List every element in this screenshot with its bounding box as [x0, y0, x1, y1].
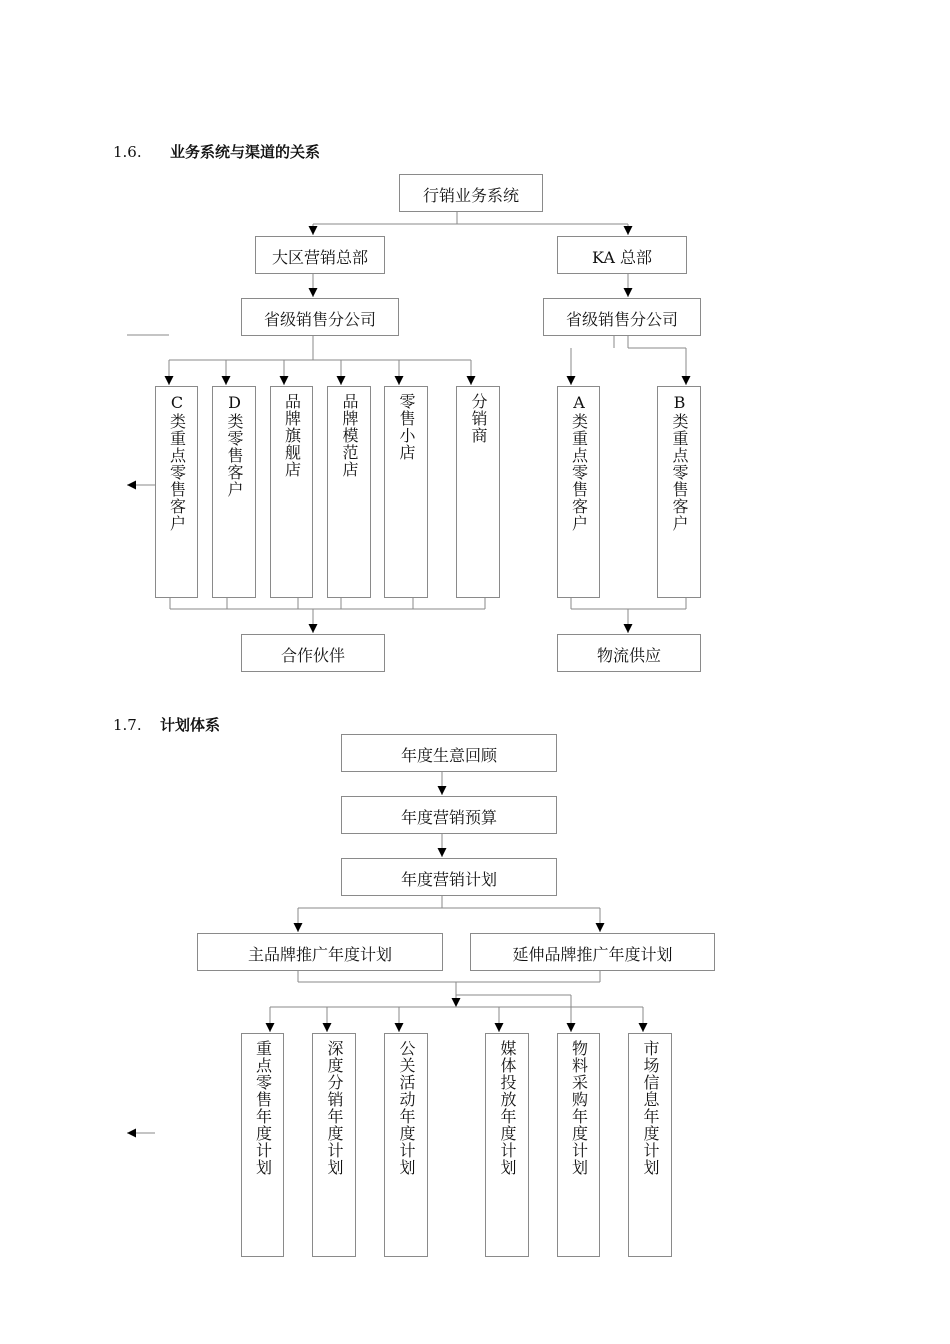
node-label: 省级销售分公司: [565, 310, 678, 329]
channel-label: 品牌模范店: [340, 393, 359, 478]
node-main-brand-plan: [197, 933, 443, 971]
plan-label: 物料采购年度计划: [569, 1040, 589, 1176]
node-label: 年度营销计划: [400, 870, 497, 889]
channel-label: C类重点零售客户: [167, 393, 187, 532]
channel-flagship-store: [270, 386, 313, 598]
node-hq-ka: [557, 236, 687, 274]
node-root: [399, 174, 543, 212]
plan-materials: [557, 1033, 600, 1257]
plan-label: 重点零售年度计划: [253, 1040, 273, 1176]
node-province-left: [241, 298, 399, 336]
node-province-right: [543, 298, 701, 336]
channel-distributor: [456, 386, 500, 598]
section-heading-plan: [113, 714, 220, 735]
channel-b-key-retail: [657, 386, 701, 598]
plan-label: 公关活动年度计划: [397, 1040, 416, 1176]
plan-pr-activities: [384, 1033, 428, 1257]
node-label: 省级销售分公司: [263, 310, 376, 329]
channel-small-store: [384, 386, 428, 598]
node-label: KA 总部: [592, 248, 652, 267]
plan-deep-distribution: [312, 1033, 356, 1257]
channel-label: 零售小店: [397, 393, 416, 461]
section-title: 业务系统与渠道的关系: [170, 143, 321, 161]
channel-label: 分销商: [469, 393, 488, 444]
plan-label: 市场信息年度计划: [641, 1040, 660, 1176]
channel-model-store: [327, 386, 371, 598]
node-label: 主品牌推广年度计划: [247, 945, 392, 964]
section-heading-channel: [113, 141, 320, 162]
plan-key-retail: [241, 1033, 284, 1257]
node-label: 合作伙伴: [280, 646, 345, 665]
node-partner: [241, 634, 385, 672]
section-number: 1.6.: [113, 143, 142, 161]
node-label: 大区营销总部: [271, 248, 368, 267]
node-annual-plan: [341, 858, 557, 896]
plan-label: 媒体投放年度计划: [498, 1040, 517, 1176]
node-label: 行销业务系统: [422, 186, 519, 205]
node-label: 年度生意回顾: [400, 746, 497, 765]
node-label: 物流供应: [596, 646, 661, 665]
section-title: 计划体系: [160, 716, 221, 734]
channel-label: B类重点零售客户: [670, 393, 689, 532]
node-logistics: [557, 634, 701, 672]
plan-market-info: [628, 1033, 672, 1257]
channel-label: 品牌旗舰店: [282, 393, 302, 478]
node-label: 年度营销预算: [400, 808, 497, 827]
channel-label: A类重点零售客户: [569, 393, 589, 532]
channel-a-key-retail: [557, 386, 600, 598]
section-number: 1.7.: [113, 716, 142, 734]
channel-label: D类零售客户: [225, 393, 244, 498]
node-ext-brand-plan: [470, 933, 715, 971]
channel-c-key-retail: [155, 386, 198, 598]
node-hq-regional: [255, 236, 385, 274]
plan-media: [485, 1033, 529, 1257]
node-label: 延伸品牌推广年度计划: [512, 945, 673, 964]
node-annual-review: [341, 734, 557, 772]
node-annual-budget: [341, 796, 557, 834]
plan-label: 深度分销年度计划: [325, 1040, 344, 1176]
channel-d-retail: [212, 386, 256, 598]
